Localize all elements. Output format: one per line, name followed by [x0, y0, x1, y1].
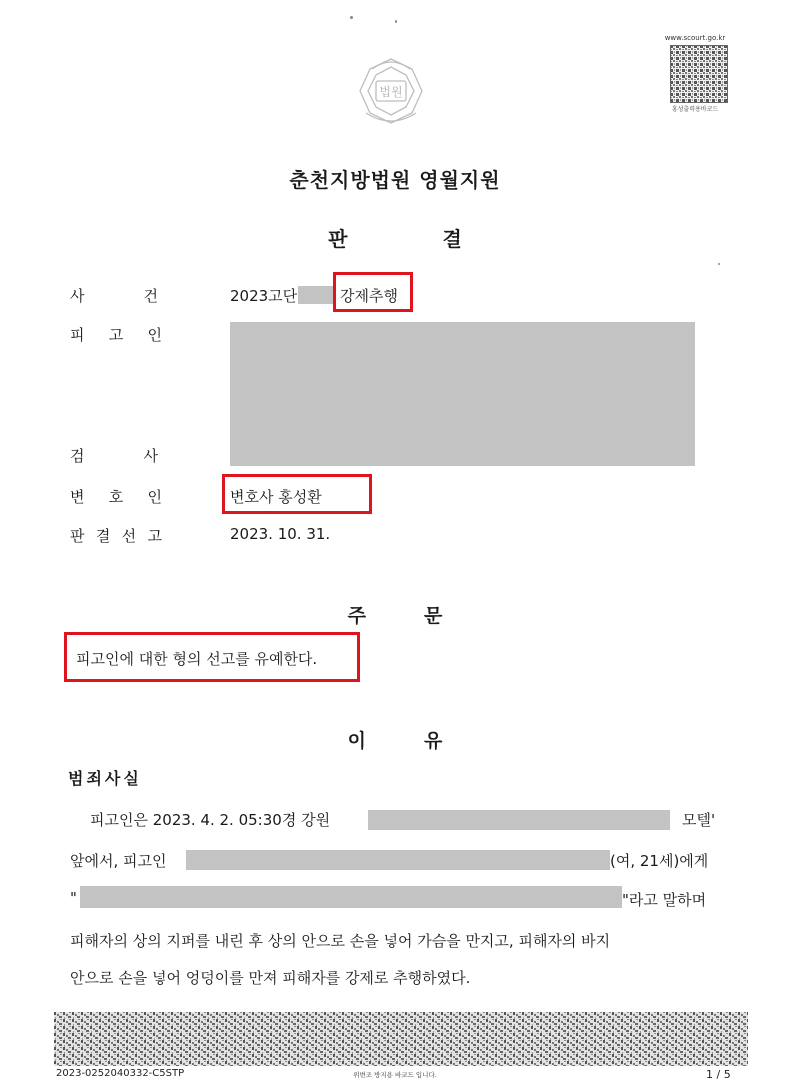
qr-caption: 홍성출력용바코드 [671, 106, 719, 113]
document-id: 2023-0252040332-C5STP [56, 1068, 185, 1079]
case-label: 사 건 [70, 287, 158, 305]
redaction-victim [186, 850, 610, 870]
body-line-3b: "라고 말하며 [622, 891, 707, 909]
defendant-label: 피 고 인 [70, 326, 162, 344]
prosecutor-label: 검 사 [70, 447, 158, 465]
redaction-quote [80, 886, 622, 908]
case-number: 2023고단 [230, 287, 298, 305]
body-line-5: 안으로 손을 넣어 엉덩이를 만져 피해자를 강제로 추행하였다. [70, 969, 471, 987]
redaction-case-number [298, 286, 333, 304]
document-title: 판 결 [328, 227, 462, 251]
court-seal-icon [352, 55, 430, 127]
scan-speck [718, 263, 720, 265]
scan-speck [395, 20, 397, 23]
order-heading: 주 문 [347, 605, 443, 627]
barcode-note: 위변조 방지용 바코드 입니다. [353, 1071, 437, 1079]
body-line-1b: 모텔' [682, 811, 716, 829]
qr-code-icon [670, 45, 728, 103]
case-crime: 강제추행 [340, 287, 398, 305]
body-line-2a: 앞에서, 피고인 [70, 852, 167, 870]
anti-forgery-barcode-icon [54, 1012, 748, 1066]
highlight-box-order [64, 632, 360, 682]
crime-facts-subheading: 범죄사실 [68, 769, 142, 788]
svg-text:법원: 법원 [379, 85, 403, 99]
judgment-date: 2023. 10. 31. [230, 525, 331, 543]
highlight-box-crime [333, 272, 413, 312]
counsel-name: 변호사 홍성환 [230, 488, 322, 506]
counsel-label: 변 호 인 [70, 488, 162, 506]
court-name: 춘천지방법원 영월지원 [289, 168, 501, 192]
judgment-date-label: 판 결 선 고 [70, 527, 162, 545]
body-line-1a: 피고인은 2023. 4. 2. 05:30경 강원 [90, 811, 331, 829]
order-text: 피고인에 대한 형의 선고를 유예한다. [76, 650, 318, 668]
scan-speck [350, 16, 353, 19]
page-number: 1 / 5 [706, 1068, 731, 1081]
body-line-3a: " [70, 889, 77, 907]
reasons-heading: 이 유 [347, 730, 443, 752]
qr-url: www.scourt.go.kr [664, 34, 726, 42]
body-line-2b: (여, 21세)에게 [610, 852, 709, 870]
highlight-box-counsel [222, 474, 372, 514]
redaction-defendant [230, 322, 695, 466]
body-line-4: 피해자의 상의 지퍼를 내린 후 상의 안으로 손을 넣어 가슴을 만지고, 피해자의 바지 [70, 932, 611, 950]
redaction-location [368, 810, 670, 830]
